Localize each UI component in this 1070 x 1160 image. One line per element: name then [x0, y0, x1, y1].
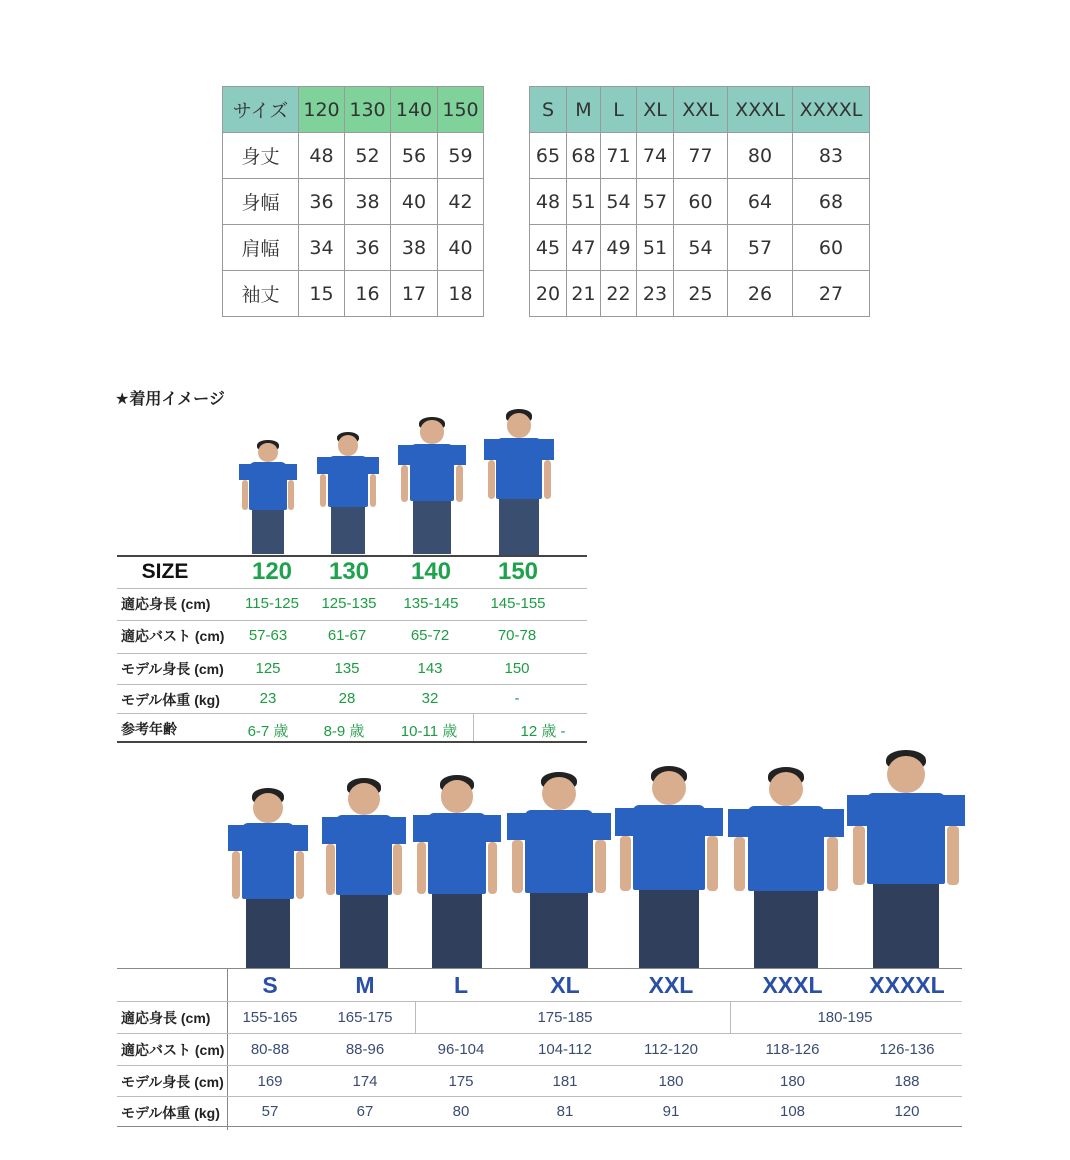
size-label: SIZE: [141, 560, 189, 583]
table-cell: 125-135: [321, 595, 377, 612]
table-cell: 48: [530, 179, 567, 225]
table-row: [223, 225, 484, 271]
table-cell: 27: [793, 271, 870, 317]
row-label: 適応身長 (cm): [121, 1010, 211, 1026]
table-cell: 80-88: [250, 1041, 290, 1058]
adult-header-cell: XXXXL: [793, 87, 870, 133]
table-cell: 126-136: [879, 1041, 935, 1058]
table-row: [530, 225, 870, 271]
table-cell: 155-165: [242, 1009, 298, 1026]
divider: [117, 1033, 962, 1034]
size-header: M: [355, 972, 375, 998]
divider: [473, 713, 474, 741]
row-label: 適応バスト (cm): [121, 1042, 225, 1058]
table-cell: 26: [728, 271, 793, 317]
row-label: 袖丈: [223, 271, 299, 317]
kids-header-cell: 150: [438, 87, 484, 133]
table-cell: 42: [438, 179, 484, 225]
table-cell: 49: [601, 225, 637, 271]
table-cell: 21: [567, 271, 601, 317]
table-cell: 77: [674, 133, 728, 179]
table-cell: 115-125: [245, 595, 299, 612]
table-cell: 22: [601, 271, 637, 317]
divider: [117, 1126, 962, 1127]
table-row: [223, 179, 484, 225]
table-row: [530, 133, 870, 179]
table-cell: 20: [530, 271, 567, 317]
table-cell: 40: [391, 179, 438, 225]
table-cell: 143: [417, 660, 443, 677]
divider: [730, 1001, 731, 1033]
table-cell: 8-9 歳: [323, 723, 365, 740]
model-figure: [507, 772, 611, 968]
size-header: 150: [497, 558, 539, 585]
model-figure: [228, 788, 308, 968]
table-cell: 51: [567, 179, 601, 225]
table-cell: 59: [438, 133, 484, 179]
size-header: 130: [328, 558, 370, 585]
table-cell: 112-120: [644, 1041, 698, 1058]
table-cell: 36: [299, 179, 345, 225]
table-cell: 83: [793, 133, 870, 179]
row-label: 肩幅: [223, 225, 299, 271]
table-cell: 120: [894, 1103, 920, 1120]
table-cell: 180: [658, 1073, 684, 1090]
table-cell: 65: [530, 133, 567, 179]
table-cell: 81: [556, 1103, 574, 1120]
table-cell: 70-78: [497, 627, 537, 644]
divider: [117, 968, 962, 969]
divider: [117, 653, 587, 654]
table-cell: 65-72: [410, 627, 450, 644]
table-cell: 57: [261, 1103, 279, 1120]
adult-fit-table: [117, 968, 962, 1133]
table-cell: 38: [345, 179, 391, 225]
table-cell: 52: [345, 133, 391, 179]
table-cell: 16: [345, 271, 391, 317]
table-cell: 60: [793, 225, 870, 271]
table-cell: 54: [601, 179, 637, 225]
table-cell: 34: [299, 225, 345, 271]
kids-size-table: [222, 86, 484, 317]
row-label: モデル身長 (cm): [121, 1074, 224, 1090]
divider: [117, 741, 587, 743]
adult-size-table: [529, 86, 870, 317]
table-cell: 64: [728, 179, 793, 225]
table-cell: 12 歳 -: [520, 723, 566, 740]
row-label: モデル体重 (kg): [121, 1105, 220, 1121]
table-cell: 57: [637, 179, 674, 225]
size-header: XXXL: [762, 972, 823, 998]
row-label: 身幅: [223, 179, 299, 225]
table-cell: 175-185: [537, 1009, 593, 1026]
divider: [117, 1001, 962, 1002]
row-label: 適応バスト (cm): [121, 628, 225, 644]
table-row: [223, 271, 484, 317]
table-cell: 80: [728, 133, 793, 179]
row-label: モデル体重 (kg): [121, 692, 220, 708]
table-cell: 18: [438, 271, 484, 317]
adult-header-cell: XL: [637, 87, 674, 133]
table-cell: 56: [391, 133, 438, 179]
table-cell: 36: [345, 225, 391, 271]
table-cell: 32: [421, 690, 439, 707]
kids-fit-table: [117, 555, 587, 745]
table-cell: 57-63: [248, 627, 288, 644]
model-figure: [239, 440, 297, 554]
model-figure: [728, 767, 844, 968]
size-header: XXL: [648, 972, 694, 998]
divider: [117, 684, 587, 685]
table-cell: 169: [257, 1073, 283, 1090]
model-figure: [484, 409, 554, 555]
model-figure: [398, 417, 466, 554]
table-cell: 40: [438, 225, 484, 271]
row-label: 適応身長 (cm): [121, 596, 211, 612]
table-cell: 88-96: [345, 1041, 385, 1058]
row-label: 参考年齢: [121, 721, 177, 737]
adult-header-cell: M: [567, 87, 601, 133]
divider: [117, 620, 587, 621]
table-cell: -: [514, 690, 520, 707]
model-figure: [322, 778, 406, 968]
table-cell: 38: [391, 225, 438, 271]
size-header: XL: [550, 972, 580, 998]
model-figure: [317, 432, 379, 554]
model-figure: [847, 750, 965, 968]
table-cell: 180-195: [817, 1009, 873, 1026]
kids-header-cell: 120: [299, 87, 345, 133]
table-cell: 17: [391, 271, 438, 317]
table-cell: 181: [552, 1073, 578, 1090]
adult-header-cell: S: [530, 87, 567, 133]
adult-header-cell: XXXL: [728, 87, 793, 133]
table-cell: 47: [567, 225, 601, 271]
table-cell: 25: [674, 271, 728, 317]
row-label: 身丈: [223, 133, 299, 179]
table-cell: 80: [452, 1103, 470, 1120]
adult-header-cell: L: [601, 87, 637, 133]
table-cell: 67: [356, 1103, 374, 1120]
table-cell: 175: [448, 1073, 474, 1090]
table-cell: 125: [255, 660, 281, 677]
table-cell: 104-112: [538, 1041, 592, 1058]
table-row: [530, 271, 870, 317]
table-cell: 180: [779, 1073, 806, 1090]
table-cell: 174: [352, 1073, 378, 1090]
table-cell: 23: [259, 690, 277, 707]
size-header: L: [453, 972, 469, 998]
table-cell: 96-104: [437, 1041, 485, 1058]
divider: [117, 1096, 962, 1097]
table-cell: 145-155: [490, 595, 546, 612]
size-header: S: [262, 972, 278, 998]
divider: [227, 968, 228, 1130]
model-figure: [615, 766, 723, 968]
size-header: XXXXL: [869, 972, 945, 998]
table-cell: 135-145: [403, 595, 459, 612]
table-cell: 6-7 歳: [247, 723, 289, 740]
table-cell: 48: [299, 133, 345, 179]
kids-header-cell: サイズ: [223, 87, 299, 133]
adult-header-cell: XXL: [674, 87, 728, 133]
table-cell: 91: [662, 1103, 680, 1120]
table-cell: 28: [338, 690, 356, 707]
size-header: 120: [251, 558, 293, 585]
table-cell: 108: [779, 1103, 806, 1120]
table-cell: 71: [601, 133, 637, 179]
kids-header-cell: 140: [391, 87, 438, 133]
divider: [415, 1001, 416, 1033]
table-cell: 74: [637, 133, 674, 179]
table-cell: 60: [674, 179, 728, 225]
divider: [117, 588, 587, 589]
adult-table-header: [530, 87, 870, 133]
table-cell: 188: [894, 1073, 920, 1090]
table-cell: 68: [567, 133, 601, 179]
table-cell: 165-175: [337, 1009, 393, 1026]
table-cell: 118-126: [765, 1041, 820, 1058]
size-header: 140: [410, 558, 452, 585]
table-row: [530, 179, 870, 225]
divider: [117, 1065, 962, 1066]
table-cell: 150: [504, 660, 530, 677]
table-cell: 61-67: [327, 627, 367, 644]
table-row: [223, 133, 484, 179]
table-cell: 15: [299, 271, 345, 317]
table-cell: 68: [793, 179, 870, 225]
table-cell: 51: [637, 225, 674, 271]
kids-header-cell: 130: [345, 87, 391, 133]
table-cell: 135: [334, 660, 360, 677]
table-cell: 45: [530, 225, 567, 271]
model-figure: [413, 775, 501, 968]
divider: [117, 713, 587, 714]
table-cell: 57: [728, 225, 793, 271]
wearing-image-heading: ★着用イメージ: [115, 389, 225, 408]
table-cell: 10-11 歳: [400, 723, 458, 740]
row-label: モデル身長 (cm): [121, 661, 224, 677]
table-cell: 23: [637, 271, 674, 317]
divider: [117, 555, 587, 557]
table-cell: 54: [674, 225, 728, 271]
kids-table-header: [223, 87, 484, 133]
